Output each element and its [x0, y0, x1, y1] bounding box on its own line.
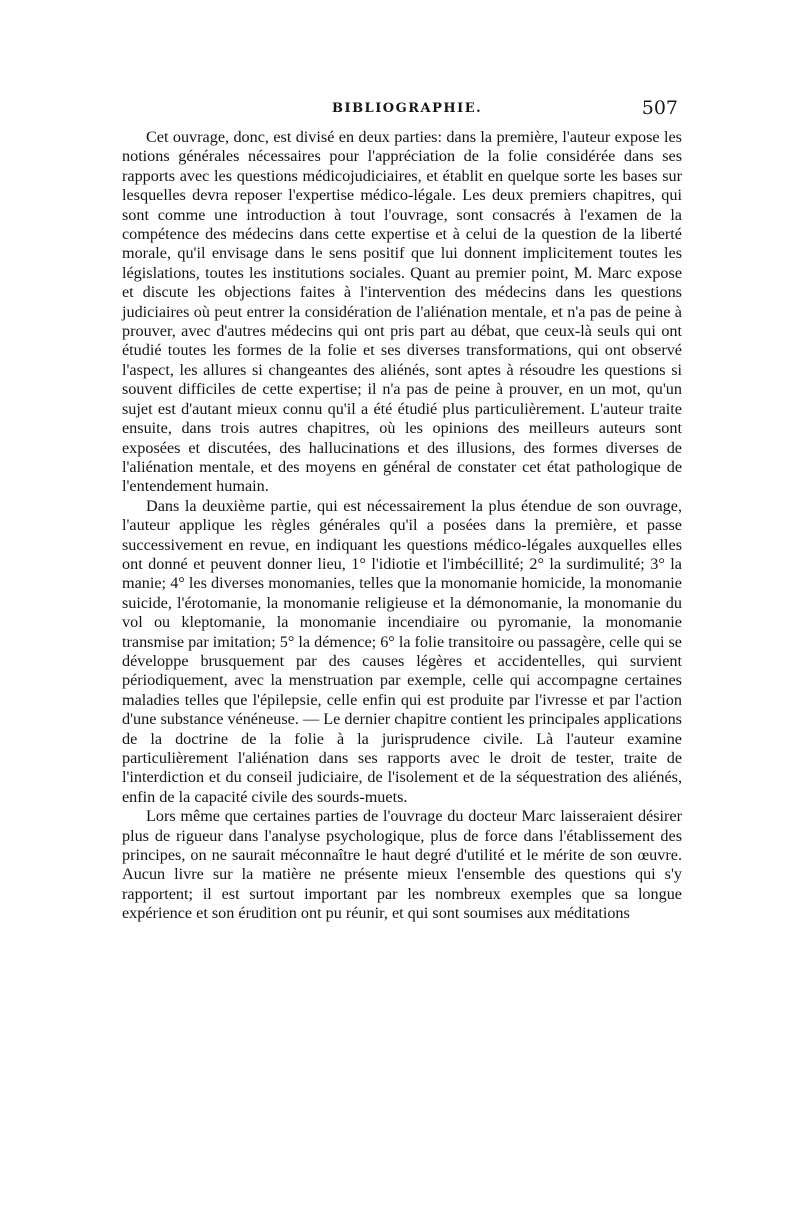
body-text	[122, 128, 682, 924]
running-title: BIBLIOGRAPHIE.	[332, 101, 483, 116]
page-number: 507	[641, 97, 678, 119]
paragraph-3: Lors même que certaines parties de l'ouvrage du docteur Marc laisseraient désirer plus de rigueur dans l'analyse psychologique, plus de force dans l'établissement des principes, on ne saurait méconnaître le haut degré d'utilité et le mérite de son œuvre. Aucun livre sur la matière ne présente mieux l'ensemble des questions qui s'y rapportent; il est surtout important par les nombreux exemples que sa longue expérience et son érudition ont pu réunir, et qui sont soumises aux méditations	[122, 807, 682, 923]
paragraph-2: Dans la deuxième partie, qui est nécessairement la plus étendue de son ouvrage, l'auteur applique les règles générales qu'il a posées dans la première, et passe successivement en revue, en indiquant les questions médico-légales auxquelles elles ont donné et peuvent donner lieu, 1° l'idiotie et l'imbécillité; 2° la surdimulité; 3° la manie; 4° les diverses monomanies, telles que la monomanie homicide, la monomanie suicide, l'érotomanie, la monomanie religieuse et la démonomanie, la monomanie du vol ou kleptomanie, la monomanie incendiaire ou pyromanie, la monomanie transmise par imitation; 5° la démence; 6° la folie transitoire ou passagère, celle qui se développe brusquement par des causes légères et accidentelles, qui survient périodiquement, avec la menstruation par exemple, celle qui accompagne certaines maladies telles que l'épilepsie, celle enfin qui est produite par l'ivresse et par l'action d'une substance vénéneuse. — Le dernier chapitre contient les principales applications de la doctrine de la folie à la jurisprudence civile. Là l'auteur examine particulièrement l'aliénation dans ses rapports avec le droit de tester, traite de l'interdiction et du conseil judiciaire, de l'isolement et de la séquestration des aliénés, enfin de la capacité civile des sourds-muets.	[122, 496, 682, 806]
page-header	[122, 97, 682, 123]
paragraph-1: Cet ouvrage, donc, est divisé en deux parties: dans la première, l'auteur expose les notions générales nécessaires pour l'appréciation de la folie considérée dans ses rapports avec les questions médicojudiciaires, et établit en quelque sorte les bases sur lesquelles devra reposer l'expertise médico-légale. Les deux premiers chapitres, qui sont comme une introduction à tout l'ouvrage, sont consacrés à l'examen de la compétence des médecins dans cette expertise et à celui de la question de la liberté morale, qu'il envisage dans le sens positif que lui donnent implicitement toutes les législations, toutes les institutions sociales. Quant au premier point, M. Marc expose et discute les objections faites à l'intervention des médecins dans les questions judiciaires où peut entrer la considération de l'aliénation mentale, et n'a pas de peine à prouver, avec d'autres médecins qui ont pris part au débat, que ceux-là seuls qui ont étudié toutes les formes de la folie et ses diverses transformations, qui ont observé l'aspect, les allures si changeantes des aliénés, sont aptes à résoudre les questions si souvent difficiles de cette expertise; il n'a pas de peine à prouver, en un mot, qu'un sujet est d'autant mieux connu qu'il a été étudié plus particulièrement. L'auteur traite ensuite, dans trois autres chapitres, où les opinions des meilleurs auteurs sont exposées et discutées, des hallucinations et des illusions, des formes diverses de l'aliénation mentale, et des moyens en général de constater cet état pathologique de l'entendement humain.	[122, 128, 682, 496]
